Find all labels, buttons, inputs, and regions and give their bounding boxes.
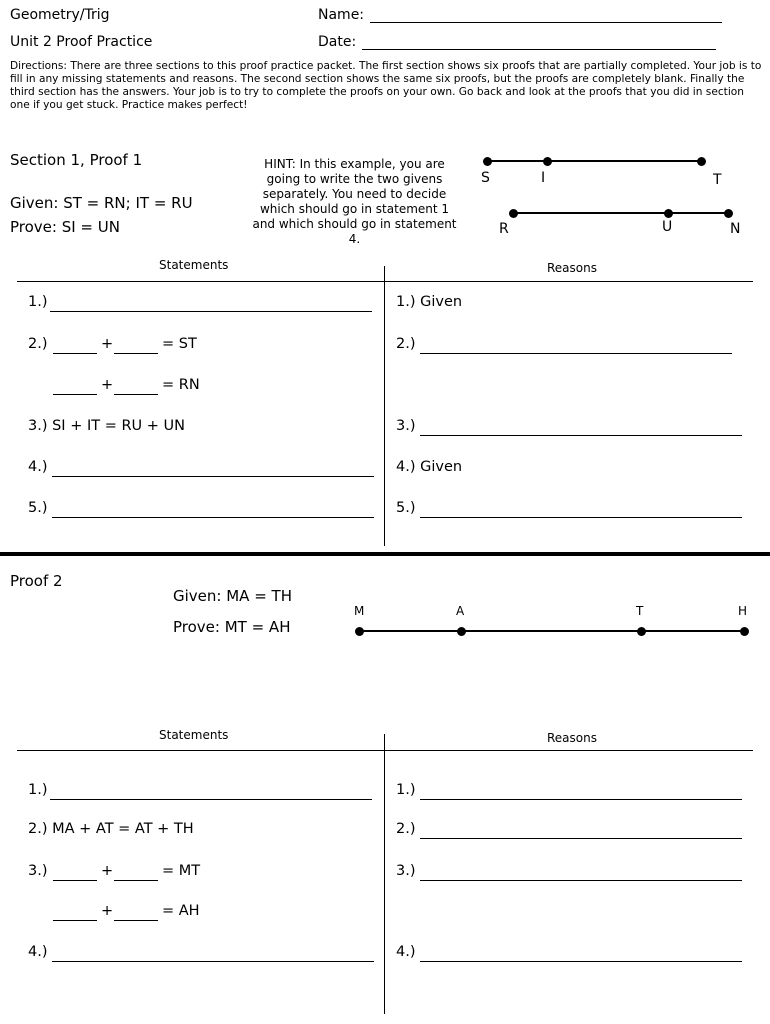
- proof1-stmt-5-blank[interactable]: [52, 517, 374, 518]
- proof1-stmt-4: 4.): [28, 459, 48, 475]
- label-n: N: [730, 221, 741, 237]
- plus-sign: +: [101, 903, 114, 919]
- proof2-stmt-3-blank-a[interactable]: [53, 880, 97, 881]
- proof2-title: Proof 2: [10, 572, 63, 590]
- proof2-reason-4-blank[interactable]: [420, 961, 742, 962]
- proof1-stmt-2-rn: = RN: [162, 377, 200, 393]
- point-n: [724, 209, 733, 218]
- proof2-stmt-3b-blank-b[interactable]: [114, 920, 158, 921]
- label-t: T: [713, 172, 722, 188]
- name-label: Name:: [318, 7, 365, 23]
- proof1-stmt-1: 1.): [28, 294, 48, 310]
- proof2-reason-2-blank[interactable]: [420, 838, 742, 839]
- proof2-column-divider: [384, 734, 385, 1014]
- proof1-reason-3: 3.): [396, 418, 416, 434]
- proof2-reasons-header: Reasons: [547, 731, 597, 745]
- proof1-reason-4: 4.) Given: [396, 459, 463, 475]
- proof1-table-top-rule: [17, 281, 753, 282]
- proof1-reason-3-blank[interactable]: [420, 435, 742, 436]
- segment-math: [359, 630, 744, 632]
- proof1-column-divider: [384, 266, 385, 546]
- proof2-given: Given: MA = TH: [173, 587, 292, 605]
- proof1-stmt-2b-blank-b[interactable]: [114, 394, 158, 395]
- proof1-given: Given: ST = RN; IT = RU: [10, 194, 193, 212]
- proof1-reason-2-blank[interactable]: [420, 353, 732, 354]
- label-i: I: [541, 170, 546, 186]
- label-s: S: [481, 170, 490, 186]
- date-field[interactable]: [362, 49, 716, 50]
- proof1-stmt-2-blank-a[interactable]: [53, 353, 97, 354]
- label-t: T: [636, 604, 644, 618]
- proof1-stmt-1-blank[interactable]: [50, 311, 372, 312]
- proof1-hint: HINT: In this example, you are going to write the two givens separately. You need to decide which should go in statement 1 and which should go in statement 4.: [252, 157, 457, 246]
- segment-run: [513, 212, 728, 214]
- proof1-stmt-2b-blank-a[interactable]: [53, 394, 97, 395]
- label-h: H: [738, 604, 748, 618]
- proof2-reason-1: 1.): [396, 782, 416, 798]
- proof1-stmt-2-blank-b[interactable]: [114, 353, 158, 354]
- unit-title: Unit 2 Proof Practice: [10, 34, 153, 50]
- plus-sign: +: [101, 336, 114, 352]
- proof1-stmt-2: 2.): [28, 336, 48, 352]
- proof1-reason-5-blank[interactable]: [420, 517, 742, 518]
- segment-sit: [487, 160, 702, 162]
- proof2-stmt-3-ah: = AH: [162, 903, 200, 919]
- proof2-stmt-2: 2.) MA + AT = AT + TH: [28, 821, 194, 837]
- point-s: [483, 157, 492, 166]
- point-t: [697, 157, 706, 166]
- point-t: [637, 627, 646, 636]
- proof1-reason-2: 2.): [396, 336, 416, 352]
- proof2-stmt-3-blank-b[interactable]: [114, 880, 158, 881]
- proof1-reason-5: 5.): [396, 500, 416, 516]
- proof1-stmt-3: 3.) SI + IT = RU + UN: [28, 418, 185, 434]
- label-a: A: [456, 604, 465, 618]
- label-r: R: [499, 221, 509, 237]
- proof1-reason-1: 1.) Given: [396, 294, 463, 310]
- plus-sign: +: [101, 863, 114, 879]
- proof2-reason-1-blank[interactable]: [420, 799, 742, 800]
- plus-sign: +: [101, 377, 114, 393]
- proof2-reason-4: 4.): [396, 944, 416, 960]
- proof1-title: Section 1, Proof 1: [10, 151, 143, 169]
- proof2-reason-2: 2.): [396, 821, 416, 837]
- proof1-statements-header: Statements: [159, 258, 229, 272]
- proof2-stmt-3-mt: = MT: [162, 863, 201, 879]
- section-divider: [0, 552, 770, 556]
- proof1-prove: Prove: SI = UN: [10, 218, 120, 236]
- proof2-statements-header: Statements: [159, 728, 229, 742]
- proof2-reason-3-blank[interactable]: [420, 880, 742, 881]
- point-u: [664, 209, 673, 218]
- proof1-reasons-header: Reasons: [547, 261, 597, 275]
- proof2-stmt-3: 3.): [28, 863, 48, 879]
- proof2-prove: Prove: MT = AH: [173, 618, 291, 636]
- proof2-reason-3: 3.): [396, 863, 416, 879]
- point-r: [509, 209, 518, 218]
- label-m: M: [354, 604, 365, 618]
- proof1-stmt-5: 5.): [28, 500, 48, 516]
- proof2-stmt-4-blank[interactable]: [52, 961, 374, 962]
- proof2-table-top-rule: [17, 750, 753, 751]
- proof1-stmt-2-st: = ST: [162, 336, 197, 352]
- proof2-stmt-1: 1.): [28, 782, 48, 798]
- point-a: [457, 627, 466, 636]
- directions-text: Directions: There are three sections to this proof practice packet. The first section shows six proofs that are partially completed. Your job is to fill in any missing statements and reasons. The second section shows the same six proofs, but the proofs are completely blank. Finally the third section has the answers. Your job is to try to complete the proofs on your own. Go back and look at the proofs that you did in section one if you get stuck. Practice makes perfect!: [10, 60, 762, 111]
- point-i: [543, 157, 552, 166]
- label-u: U: [662, 219, 673, 235]
- date-label: Date:: [318, 34, 357, 50]
- course-title: Geometry/Trig: [10, 7, 110, 23]
- point-m: [355, 627, 364, 636]
- point-h: [740, 627, 749, 636]
- proof2-stmt-1-blank[interactable]: [50, 799, 372, 800]
- name-field[interactable]: [370, 22, 722, 23]
- proof1-stmt-4-blank[interactable]: [52, 476, 374, 477]
- proof2-stmt-4: 4.): [28, 944, 48, 960]
- proof2-stmt-3b-blank-a[interactable]: [53, 920, 97, 921]
